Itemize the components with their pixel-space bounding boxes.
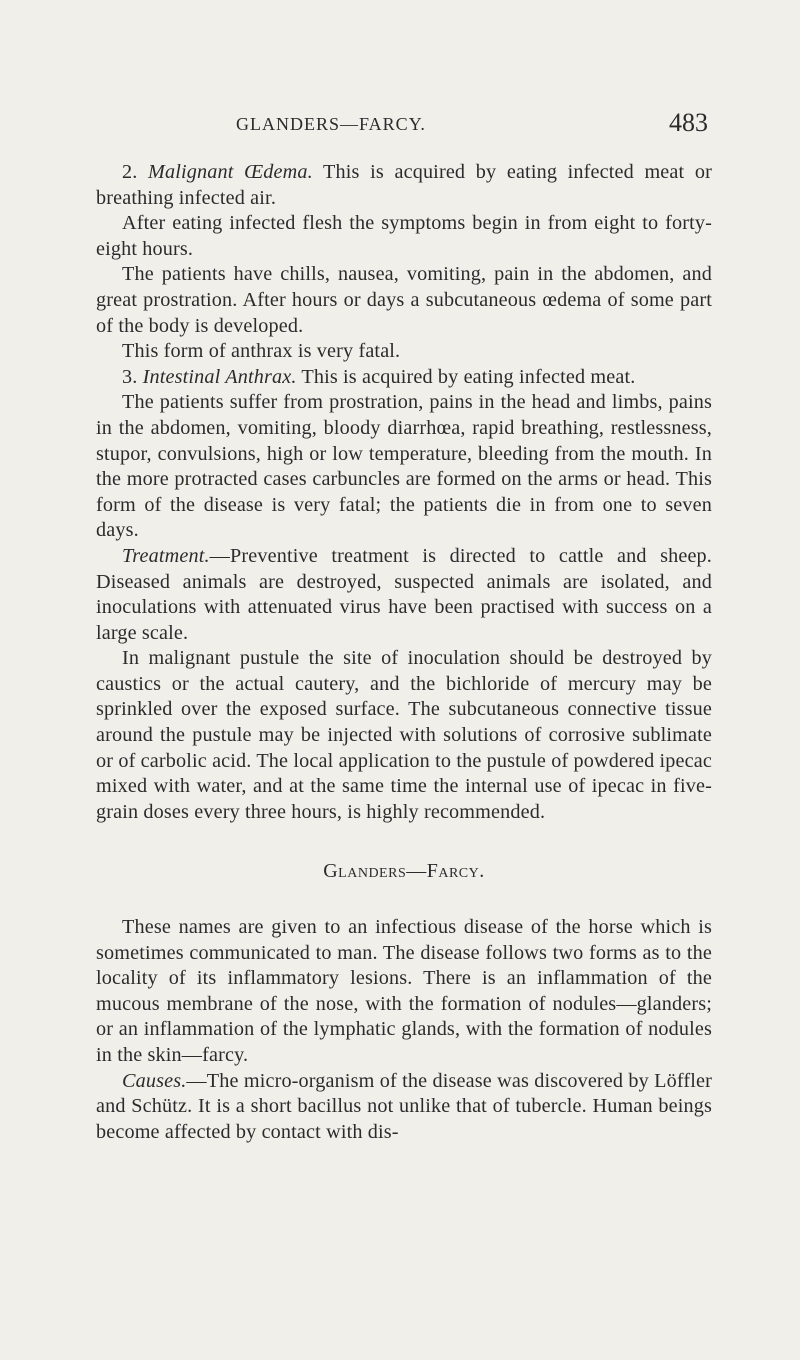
paragraph: After eating infected flesh the symptoms begin in from eight to forty-eight hours.	[96, 212, 712, 260]
italic-term: Causes.	[122, 1069, 187, 1092]
paragraph-malignant-oedema: 2. Malignant Œdema. This is acquired by eating infected meat or breathing infected air.	[96, 161, 712, 209]
italic-term: Treatment.	[122, 544, 210, 567]
paragraph: The patients have chills, nausea, vomiting, pain in the abdomen, and great prostration. After hours or days a subcutaneous œdema of some part of the body is developed.	[96, 263, 712, 337]
running-title: GLANDERS—FARCY.	[236, 114, 426, 134]
paragraph: These names are given to an infectious disease of the horse which is sometimes communicated to man. The disease follows two forms as to the locality of its inflammatory lesions. There is an inflammation of the mucous membrane of the nose, with the formation of nodules—glanders; or an inflammation of the lymphatic glands, with the formation of nodules in the skin—farcy.	[96, 916, 712, 1066]
running-head	[96, 108, 708, 140]
paragraph-treatment: Treatment.—Preventive treatment is directed to cattle and sheep. Diseased animals are destroyed, suspected animals are isolated, and inoculations with attenuated virus have been practised with success on a large scale.	[96, 544, 712, 644]
paragraph: The patients suffer from prostration, pains in the head and limbs, pains in the abdomen, vomiting, bloody diarrhœa, rapid breathing, restlessness, stupor, convulsions, high or low temperature, bleeding from the mouth. In the more protracted cases carbuncles are formed on the arms or head. This form of the disease is very fatal; the patients die in from one to seven days.	[96, 391, 712, 542]
italic-term: Intestinal Anthrax.	[142, 365, 297, 388]
paragraph-causes: Causes.—The micro-organism of the disease was discovered by Löffler and Schütz. It is a short bacillus not unlike that of tubercle. Human beings become affected by contact with dis-	[96, 1069, 712, 1143]
paragraph: In malignant pustule the site of inoculation should be destroyed by caustics or the actual cautery, and the bichloride of mercury may be sprinkled over the exposed surface. The subcutaneous connective tissue around the pustule may be injected with solutions of corrosive sublimate or of carbolic acid. The local application to the pustule of powdered ipecac mixed with water, and at the same time the internal use of ipecac in five-grain doses every three hours, is highly recommended.	[96, 647, 712, 823]
section-heading: Glanders—Farcy.	[323, 860, 485, 883]
page-number: 483	[669, 108, 708, 137]
italic-term: Malignant Œdema.	[148, 161, 313, 183]
body-text	[96, 160, 712, 1145]
paragraph: This form of anthrax is very fatal.	[122, 340, 401, 363]
paragraph-intestinal-anthrax: 3. Intestinal Anthrax. This is acquired by eating infected meat.	[122, 365, 636, 388]
